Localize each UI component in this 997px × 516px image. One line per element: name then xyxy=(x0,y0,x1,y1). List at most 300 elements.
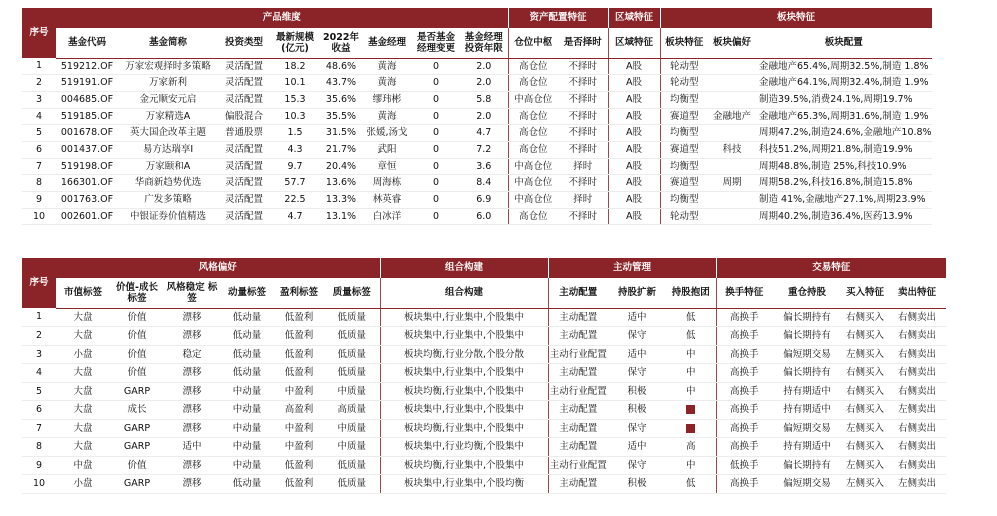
table-row xyxy=(22,401,946,420)
cell-style-stability: 漂移 xyxy=(164,419,220,438)
cell-changed: 0 xyxy=(412,75,460,92)
cell-changed: 0 xyxy=(412,208,460,225)
cell-code: 519212.OF xyxy=(56,58,118,75)
cell-position: 高仓位 xyxy=(508,58,558,75)
table-row xyxy=(22,91,932,108)
cell-quality: 中质量 xyxy=(324,419,380,438)
cell-sector-type: 赛道型 xyxy=(660,108,708,125)
cell-sector-alloc: 金融地产64.1%,周期32.4%,制造 1.9% xyxy=(756,75,932,92)
group-header-trading: 交易特征 xyxy=(716,258,946,278)
table-row xyxy=(22,345,946,364)
cell-build: 板块均衡,行业集中,个股集中 xyxy=(380,382,548,401)
table-row xyxy=(22,419,946,438)
cell-years: 2.0 xyxy=(460,75,508,92)
cell-code: 519198.OF xyxy=(56,158,118,175)
cell-sell: 右侧卖出 xyxy=(888,382,946,401)
cell-changed: 0 xyxy=(412,91,460,108)
cell-code: 001437.OF xyxy=(56,141,118,158)
col-header-herd: 持股抱团 xyxy=(666,278,716,308)
cell-build: 板块集中,行业均衡,个股集中 xyxy=(380,438,548,457)
col-header-return: 2022年 收益 xyxy=(320,28,362,58)
cell-profit: 中盈利 xyxy=(274,382,324,401)
cell-sector-pref xyxy=(708,158,756,175)
cell-sector-alloc: 金融地产65.4%,周期32.5%,制造 1.8% xyxy=(756,58,932,75)
col-header-manager: 基金经理 xyxy=(362,28,412,58)
cell-seq: 10 xyxy=(22,208,56,225)
cell-manager: 缪玮彬 xyxy=(362,91,412,108)
cell-quality: 低质量 xyxy=(324,308,380,327)
col-header-profit: 盈利标签 xyxy=(274,278,324,308)
cell-seq: 3 xyxy=(22,91,56,108)
cell-manager: 黄海 xyxy=(362,75,412,92)
cell-quality: 低质量 xyxy=(324,456,380,475)
group-header-region: 区域特征 xyxy=(608,8,660,28)
col-header-sell: 卖出特征 xyxy=(888,278,946,308)
col-header-active-alloc: 主动配置 xyxy=(548,278,608,308)
cell-manager: 张媛,汤戈 xyxy=(362,125,412,142)
cell-turnover: 高换手 xyxy=(716,308,772,327)
cell-cap: 大盘 xyxy=(56,364,110,383)
cell-expand: 保守 xyxy=(608,327,666,346)
cell-seq: 2 xyxy=(22,327,56,346)
cell-type: 灵活配置 xyxy=(218,141,270,158)
cell-code: 001678.OF xyxy=(56,125,118,142)
cell-seq: 9 xyxy=(22,192,56,209)
cell-turnover: 高换手 xyxy=(716,438,772,457)
fund-profile-table xyxy=(22,8,932,225)
cell-active-alloc: 主动配置 xyxy=(548,364,608,383)
cell-size: 57.7 xyxy=(270,175,320,192)
col-header-sector-alloc: 板块配置 xyxy=(756,28,932,58)
cell-position: 高仓位 xyxy=(508,75,558,92)
col-header-name: 基金简称 xyxy=(118,28,218,58)
cell-type: 普通股票 xyxy=(218,125,270,142)
cell-buy: 左侧买入 xyxy=(842,475,888,494)
cell-expand: 适中 xyxy=(608,438,666,457)
cell-herd: 低 xyxy=(666,475,716,494)
col-header-sector-pref: 板块偏好 xyxy=(708,28,756,58)
cell-style-stability: 漂移 xyxy=(164,456,220,475)
cell-heavy: 偏短期交易 xyxy=(772,419,842,438)
cell-position: 中高仓位 xyxy=(508,158,558,175)
cell-name: 华商新趋势优选 xyxy=(118,175,218,192)
cell-sector-type: 均衡型 xyxy=(660,158,708,175)
cell-type: 灵活配置 xyxy=(218,75,270,92)
cell-momentum: 中动量 xyxy=(220,438,274,457)
cell-profit: 低盈利 xyxy=(274,345,324,364)
cell-heavy: 偏短期交易 xyxy=(772,345,842,364)
herd-marker xyxy=(686,405,695,414)
cell-name: 英大国企改革主题 xyxy=(118,125,218,142)
group-header-asset-allocation: 资产配置特征 xyxy=(508,8,608,28)
cell-sector-type: 均衡型 xyxy=(660,125,708,142)
cell-cap: 大盘 xyxy=(56,308,110,327)
cell-style-stability: 漂移 xyxy=(164,382,220,401)
cell-herd: 中 xyxy=(666,382,716,401)
cell-seq: 5 xyxy=(22,125,56,142)
cell-region: A股 xyxy=(608,208,660,225)
cell-quality: 低质量 xyxy=(324,327,380,346)
cell-momentum: 低动量 xyxy=(220,364,274,383)
cell-expand: 适中 xyxy=(608,345,666,364)
cell-code: 166301.OF xyxy=(56,175,118,192)
cell-timing: 不择时 xyxy=(558,108,608,125)
cell-seq: 1 xyxy=(22,308,56,327)
table-row xyxy=(22,327,946,346)
cell-return: 13.6% xyxy=(320,175,362,192)
cell-changed: 0 xyxy=(412,175,460,192)
col-header-turnover: 换手特征 xyxy=(716,278,772,308)
cell-heavy: 持有期适中 xyxy=(772,401,842,420)
seq-header: 序号 xyxy=(22,8,56,58)
cell-size: 1.5 xyxy=(270,125,320,142)
cell-seq: 5 xyxy=(22,382,56,401)
cell-build: 板块均衡,行业集中,个股集中 xyxy=(380,456,548,475)
table-row xyxy=(22,158,932,175)
cell-return: 13.3% xyxy=(320,192,362,209)
cell-value-growth: GARP xyxy=(110,382,164,401)
cell-return: 35.5% xyxy=(320,108,362,125)
cell-code: 001763.OF xyxy=(56,192,118,209)
cell-herd: 中 xyxy=(666,364,716,383)
cell-seq: 9 xyxy=(22,456,56,475)
cell-timing: 择时 xyxy=(558,158,608,175)
cell-code: 519191.OF xyxy=(56,75,118,92)
cell-sector-type: 均衡型 xyxy=(660,192,708,209)
cell-sell: 右侧卖出 xyxy=(888,419,946,438)
cell-type: 灵活配置 xyxy=(218,192,270,209)
table-row xyxy=(22,58,932,75)
col-header-value-growth: 价值-成长 标签 xyxy=(110,278,164,308)
seq-header-2: 序号 xyxy=(22,258,56,308)
cell-seq: 1 xyxy=(22,58,56,75)
cell-region: A股 xyxy=(608,192,660,209)
cell-quality: 低质量 xyxy=(324,475,380,494)
cell-seq: 7 xyxy=(22,158,56,175)
cell-active-alloc: 主动行业配置 xyxy=(548,345,608,364)
cell-sell: 右侧卖出 xyxy=(888,308,946,327)
col-header-style-stability: 风格稳定 标签 xyxy=(164,278,220,308)
cell-style-stability: 漂移 xyxy=(164,308,220,327)
cell-code: 004685.OF xyxy=(56,91,118,108)
cell-sector-type: 轮动型 xyxy=(660,58,708,75)
cell-turnover: 高换手 xyxy=(716,327,772,346)
cell-herd: 低 xyxy=(666,327,716,346)
col-header-code: 基金代码 xyxy=(56,28,118,58)
cell-turnover: 高换手 xyxy=(716,364,772,383)
col-header-type: 投资类型 xyxy=(218,28,270,58)
cell-buy: 右侧买入 xyxy=(842,327,888,346)
cell-value-growth: GARP xyxy=(110,419,164,438)
cell-name: 金元顺安元启 xyxy=(118,91,218,108)
cell-cap: 大盘 xyxy=(56,382,110,401)
cell-years: 7.2 xyxy=(460,141,508,158)
cell-turnover: 低换手 xyxy=(716,456,772,475)
cell-active-alloc: 主动行业配置 xyxy=(548,456,608,475)
cell-manager: 武阳 xyxy=(362,141,412,158)
cell-sell: 右侧卖出 xyxy=(888,327,946,346)
group-header-sector: 板块特征 xyxy=(660,8,932,28)
cell-cap: 大盘 xyxy=(56,401,110,420)
cell-value-growth: 价值 xyxy=(110,327,164,346)
cell-type: 灵活配置 xyxy=(218,158,270,175)
cell-momentum: 中动量 xyxy=(220,382,274,401)
table-row xyxy=(22,125,932,142)
cell-sell: 左侧卖出 xyxy=(888,475,946,494)
cell-heavy: 偏短期交易 xyxy=(772,475,842,494)
cell-expand: 积极 xyxy=(608,401,666,420)
cell-expand: 适中 xyxy=(608,308,666,327)
group-header-portfolio: 组合构建 xyxy=(380,258,548,278)
cell-style-stability: 适中 xyxy=(164,438,220,457)
cell-sector-pref: 科技 xyxy=(708,141,756,158)
cell-active-alloc: 主动行业配置 xyxy=(548,382,608,401)
cell-manager: 林英睿 xyxy=(362,192,412,209)
cell-return: 31.5% xyxy=(320,125,362,142)
cell-buy: 右侧买入 xyxy=(842,308,888,327)
col-header-expand: 持股扩新 xyxy=(608,278,666,308)
cell-turnover: 高换手 xyxy=(716,401,772,420)
table-row xyxy=(22,364,946,383)
cell-return: 20.4% xyxy=(320,158,362,175)
cell-profit: 低盈利 xyxy=(274,456,324,475)
cell-region: A股 xyxy=(608,125,660,142)
cell-cap: 大盘 xyxy=(56,327,110,346)
cell-momentum: 低动量 xyxy=(220,345,274,364)
table-row xyxy=(22,475,946,494)
table-row xyxy=(22,108,932,125)
cell-seq: 10 xyxy=(22,475,56,494)
cell-code: 002601.OF xyxy=(56,208,118,225)
cell-sector-pref: 金融地产 xyxy=(708,108,756,125)
cell-name: 中银证券价值精选 xyxy=(118,208,218,225)
cell-style-stability: 漂移 xyxy=(164,401,220,420)
cell-cap: 小盘 xyxy=(56,475,110,494)
cell-turnover: 高换手 xyxy=(716,475,772,494)
cell-size: 15.3 xyxy=(270,91,320,108)
cell-sector-pref xyxy=(708,58,756,75)
cell-return: 48.6% xyxy=(320,58,362,75)
cell-herd xyxy=(666,401,716,420)
cell-position: 中高仓位 xyxy=(508,91,558,108)
cell-profit: 低盈利 xyxy=(274,364,324,383)
cell-region: A股 xyxy=(608,58,660,75)
cell-type: 灵活配置 xyxy=(218,91,270,108)
cell-timing: 不择时 xyxy=(558,75,608,92)
cell-herd: 低 xyxy=(666,308,716,327)
cell-value-growth: 价值 xyxy=(110,345,164,364)
cell-manager: 黄海 xyxy=(362,58,412,75)
cell-years: 4.7 xyxy=(460,125,508,142)
cell-region: A股 xyxy=(608,75,660,92)
cell-seq: 6 xyxy=(22,141,56,158)
cell-region: A股 xyxy=(608,108,660,125)
cell-changed: 0 xyxy=(412,141,460,158)
cell-name: 万家新利 xyxy=(118,75,218,92)
cell-manager: 黄海 xyxy=(362,108,412,125)
col-header-manager-years: 基金经理 投资年限 xyxy=(460,28,508,58)
cell-timing: 不择时 xyxy=(558,125,608,142)
cell-return: 13.1% xyxy=(320,208,362,225)
cell-years: 2.0 xyxy=(460,108,508,125)
cell-timing: 择时 xyxy=(558,192,608,209)
col-header-size: 最新规模 (亿元) xyxy=(270,28,320,58)
cell-sector-alloc: 科技51.2%,周期21.8%,制造19.9% xyxy=(756,141,932,158)
cell-size: 18.2 xyxy=(270,58,320,75)
col-header-timing: 是否择时 xyxy=(558,28,608,58)
cell-years: 6.9 xyxy=(460,192,508,209)
table-row xyxy=(22,308,946,327)
cell-style-stability: 稳定 xyxy=(164,345,220,364)
cell-sell: 右侧卖出 xyxy=(888,345,946,364)
cell-expand: 积极 xyxy=(608,475,666,494)
cell-buy: 右侧买入 xyxy=(842,438,888,457)
group-header-style: 风格偏好 xyxy=(56,258,380,278)
cell-cap: 中盘 xyxy=(56,456,110,475)
cell-profit: 低盈利 xyxy=(274,327,324,346)
cell-sector-type: 轮动型 xyxy=(660,208,708,225)
cell-changed: 0 xyxy=(412,192,460,209)
cell-manager: 周海栋 xyxy=(362,175,412,192)
cell-code: 519185.OF xyxy=(56,108,118,125)
cell-sector-alloc: 周期58.2%,科技16.8%,制造15.8% xyxy=(756,175,932,192)
cell-style-stability: 漂移 xyxy=(164,327,220,346)
cell-sell: 右侧卖出 xyxy=(888,456,946,475)
cell-changed: 0 xyxy=(412,108,460,125)
table-row xyxy=(22,175,932,192)
cell-sector-alloc: 金融地产65.3%,周期31.6%,制造 1.9% xyxy=(756,108,932,125)
cell-turnover: 高换手 xyxy=(716,382,772,401)
cell-seq: 8 xyxy=(22,175,56,192)
cell-active-alloc: 主动配置 xyxy=(548,327,608,346)
table-row xyxy=(22,75,932,92)
cell-momentum: 低动量 xyxy=(220,475,274,494)
cell-profit: 中盈利 xyxy=(274,438,324,457)
cell-timing: 不择时 xyxy=(558,208,608,225)
fund-style-table xyxy=(22,258,946,494)
cell-years: 8.4 xyxy=(460,175,508,192)
cell-value-growth: 价值 xyxy=(110,308,164,327)
cell-name: 万家宏观择时多策略 xyxy=(118,58,218,75)
cell-build: 板块均衡,行业分散,个股分散 xyxy=(380,345,548,364)
cell-active-alloc: 主动配置 xyxy=(548,475,608,494)
table-row xyxy=(22,456,946,475)
cell-active-alloc: 主动配置 xyxy=(548,401,608,420)
cell-position: 中高仓位 xyxy=(508,175,558,192)
cell-name: 易方达瑞享I xyxy=(118,141,218,158)
cell-return: 43.7% xyxy=(320,75,362,92)
cell-manager: 章恒 xyxy=(362,158,412,175)
cell-years: 2.0 xyxy=(460,58,508,75)
cell-sector-alloc: 制造 41%,金融地产27.1%,周期23.9% xyxy=(756,192,932,209)
cell-type: 偏股混合 xyxy=(218,108,270,125)
cell-cap: 大盘 xyxy=(56,419,110,438)
cell-region: A股 xyxy=(608,158,660,175)
cell-herd: 中 xyxy=(666,345,716,364)
cell-position: 高仓位 xyxy=(508,208,558,225)
cell-herd: 中 xyxy=(666,456,716,475)
cell-years: 6.0 xyxy=(460,208,508,225)
cell-buy: 右侧买入 xyxy=(842,364,888,383)
cell-heavy: 偏长期持有 xyxy=(772,456,842,475)
cell-sector-pref: 周期 xyxy=(708,175,756,192)
cell-changed: 0 xyxy=(412,125,460,142)
cell-style-stability: 漂移 xyxy=(164,475,220,494)
cell-quality: 低质量 xyxy=(324,345,380,364)
cell-seq: 7 xyxy=(22,419,56,438)
cell-build: 板块均衡,行业集中,个股集中 xyxy=(380,419,548,438)
table-row xyxy=(22,438,946,457)
cell-return: 21.7% xyxy=(320,141,362,158)
cell-seq: 6 xyxy=(22,401,56,420)
cell-value-growth: GARP xyxy=(110,475,164,494)
cell-sector-type: 赛道型 xyxy=(660,141,708,158)
cell-changed: 0 xyxy=(412,158,460,175)
cell-sell: 右侧卖出 xyxy=(888,438,946,457)
cell-profit: 低盈利 xyxy=(274,308,324,327)
group-header-product: 产品维度 xyxy=(56,8,508,28)
cell-build: 板块集中,行业集中,个股集中 xyxy=(380,327,548,346)
cell-region: A股 xyxy=(608,91,660,108)
cell-expand: 保守 xyxy=(608,456,666,475)
col-header-region: 区域特征 xyxy=(608,28,660,58)
cell-size: 4.3 xyxy=(270,141,320,158)
cell-active-alloc: 主动配置 xyxy=(548,308,608,327)
cell-heavy: 持有期适中 xyxy=(772,438,842,457)
cell-quality: 高质量 xyxy=(324,401,380,420)
cell-quality: 中质量 xyxy=(324,382,380,401)
cell-timing: 不择时 xyxy=(558,58,608,75)
cell-build: 板块集中,行业集中,个股均衡 xyxy=(380,475,548,494)
cell-timing: 不择时 xyxy=(558,175,608,192)
col-header-sector-type: 板块特征 xyxy=(660,28,708,58)
cell-heavy: 偏长期持有 xyxy=(772,308,842,327)
cell-region: A股 xyxy=(608,141,660,158)
cell-sell: 左侧卖出 xyxy=(888,401,946,420)
cell-name: 广发多策略 xyxy=(118,192,218,209)
col-header-heavy: 重仓持股 xyxy=(772,278,842,308)
cell-seq: 2 xyxy=(22,75,56,92)
cell-position: 高仓位 xyxy=(508,141,558,158)
cell-position: 高仓位 xyxy=(508,108,558,125)
cell-size: 9.7 xyxy=(270,158,320,175)
cell-changed: 0 xyxy=(412,58,460,75)
cell-expand: 保守 xyxy=(608,419,666,438)
cell-years: 3.6 xyxy=(460,158,508,175)
table-row xyxy=(22,141,932,158)
cell-value-growth: 价值 xyxy=(110,456,164,475)
cell-sector-alloc: 周期47.2%,制造24.6%,金融地产10.8% xyxy=(756,125,932,142)
cell-buy: 左侧买入 xyxy=(842,456,888,475)
herd-marker xyxy=(686,424,695,433)
cell-size: 22.5 xyxy=(270,192,320,209)
cell-herd: 高 xyxy=(666,438,716,457)
cell-heavy: 偏长期持有 xyxy=(772,327,842,346)
cell-seq: 8 xyxy=(22,438,56,457)
cell-timing: 不择时 xyxy=(558,91,608,108)
cell-sector-pref xyxy=(708,91,756,108)
cell-type: 灵活配置 xyxy=(218,175,270,192)
cell-turnover: 高换手 xyxy=(716,345,772,364)
cell-timing: 不择时 xyxy=(558,141,608,158)
cell-size: 10.3 xyxy=(270,108,320,125)
cell-build: 板块集中,行业集中,个股集中 xyxy=(380,401,548,420)
col-header-manager-changed: 是否基金 经理变更 xyxy=(412,28,460,58)
cell-type: 灵活配置 xyxy=(218,208,270,225)
cell-expand: 积极 xyxy=(608,382,666,401)
col-header-momentum: 动量标签 xyxy=(220,278,274,308)
cell-seq: 4 xyxy=(22,364,56,383)
